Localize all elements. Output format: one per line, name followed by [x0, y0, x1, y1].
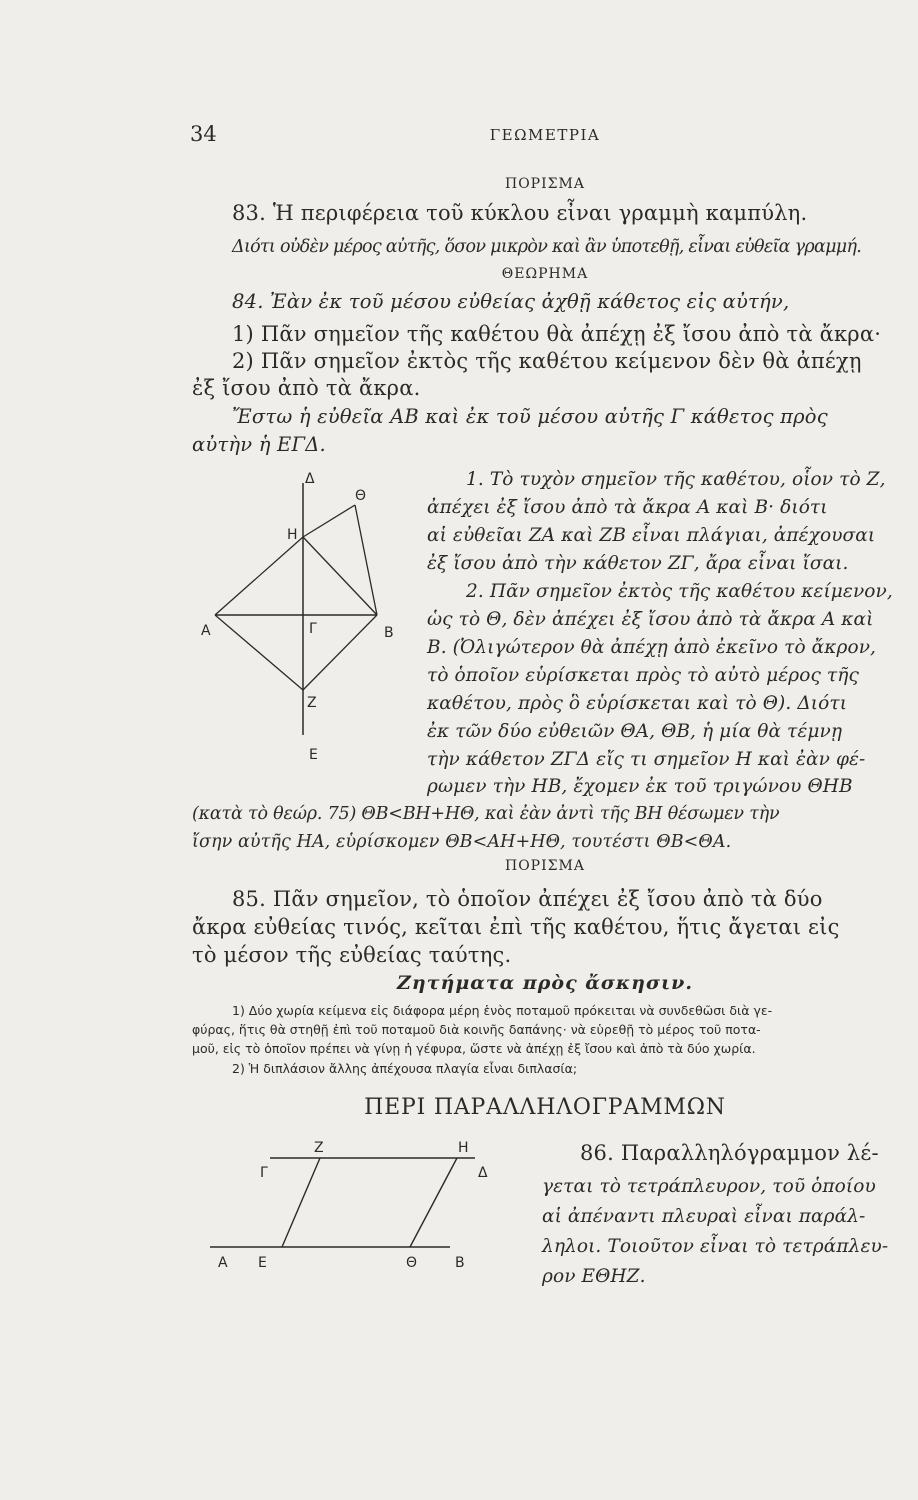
label-E: Ε	[258, 1255, 267, 1271]
label-B: Β	[384, 625, 394, 641]
label-B: Β	[455, 1255, 465, 1271]
text-line: 85. Πᾶν σημεῖον, τὸ ὁποῖον ἀπέχει ἐξ ἴσου ἀπὸ τὰ δύο	[232, 887, 823, 911]
text-line: ληλοι. Τοιοῦτον εἶναι τὸ τετράπλευ-	[542, 1236, 889, 1257]
running-title: ΓΕΩΜΕΤΡΙΑ	[489, 126, 601, 144]
label-Z: Ζ	[314, 1140, 324, 1156]
label-A: Α	[201, 623, 211, 639]
text-line: Β. (Ὀλιγώτερον θὰ ἀπέχῃ ἀπὸ ἐκεῖνο τὸ ἄκρον,	[427, 637, 877, 658]
label-H: Η	[287, 527, 298, 543]
text-line: 83. Ἡ περιφέρεια τοῦ κύκλου εἶναι γραμμὴ καμπύλη.	[232, 201, 808, 225]
text-line: τὸ μέσον τῆς εὐθείας ταύτης.	[192, 943, 512, 967]
theorem-heading: ΘΕΩΡΗΜΑ	[501, 266, 589, 282]
text-line: αἱ ἀπέναντι πλευραὶ εἶναι παράλ-	[542, 1206, 866, 1227]
text-line: (κατὰ τὸ θεώρ. 75) ΘΒ<ΒΗ+ΗΘ, καὶ ἐὰν ἀντὶ τῆς ΒΗ θέσωμεν τὴν	[192, 804, 780, 824]
label-H: Η	[458, 1140, 469, 1156]
line-ThH	[410, 1158, 457, 1247]
exercise-line: 2) Ἡ διπλάσιον ἄλλης ἀπέχουσα πλαγία εἶναι διπλασία;	[232, 1061, 578, 1076]
corollary-heading: ΠΟΡΙΣΜΑ	[505, 176, 585, 192]
line-AH	[215, 537, 303, 615]
text-line: ἄκρα εὐθείας τινός, κεῖται ἐπὶ τῆς καθέτου, ἥτις ἄγεται εἰς	[192, 915, 840, 939]
label-G: Γ	[260, 1165, 268, 1181]
label-D: Δ	[478, 1165, 488, 1181]
exercise-line: φύρας, ἥτις θὰ στηθῇ ἐπὶ τοῦ ποταμοῦ διὰ κοινῆς δαπάνης· νὰ εὑρεθῇ τὸ μέρος τοῦ ποτα-	[192, 1022, 761, 1037]
text-line: ἐξ ἴσου ἀπὸ τὰ ἄκρα.	[192, 376, 421, 400]
corollary-heading: ΠΟΡΙΣΜΑ	[505, 858, 585, 874]
line-HTh	[303, 505, 355, 537]
section-title: ΠΕΡΙ ΠΑΡΑΛΛΗΛΟΓΡΑΜΜΩΝ	[364, 1095, 726, 1120]
text-line: γεται τὸ τετράπλευρον, τοῦ ὁποίου	[542, 1176, 876, 1197]
text-line: 2) Πᾶν σημεῖον ἐκτὸς τῆς καθέτου κείμενον δὲν θὰ ἀπέχῃ	[232, 349, 862, 373]
text-line: 2. Πᾶν σημεῖον ἐκτὸς τῆς καθέτου κείμενον,	[466, 581, 893, 602]
label-Th: Θ	[406, 1255, 418, 1271]
line-AZ	[215, 615, 303, 690]
page-number: 34	[190, 122, 217, 146]
parallelogram-figure	[200, 1135, 500, 1290]
text-line: Ἔστω ἡ εὐθεῖα ΑΒ καὶ ἐκ τοῦ μέσου αὐτῆς Γ κάθετος πρὸς	[232, 405, 828, 428]
text-line: ἐξ ἴσου ἀπὸ τὴν κάθετον ΖΓ, ἄρα εἶναι ἴσαι.	[427, 553, 849, 574]
text-line: ἀπέχει ἐξ ἴσου ἀπὸ τὰ ἄκρα Α καὶ Β· διότι	[427, 497, 828, 518]
text-line: 1. Τὸ τυχὸν σημεῖον τῆς καθέτου, οἷον τὸ Ζ,	[466, 469, 886, 490]
text-line: Διότι οὐδὲν μέρος αὐτῆς, ὅσον μικρὸν καὶ ἂν ὑποτεθῇ, εἶναι εὐθεῖα γραμμή.	[232, 237, 862, 257]
exercise-line: 1) Δύο χωρία κείμενα εἰς διάφορα μέρη ἑνὸς ποταμοῦ πρόκειται νὰ συνδεθῶσι διὰ γε-	[232, 1003, 773, 1018]
line-HB	[303, 537, 377, 615]
label-A: Α	[218, 1255, 228, 1271]
text-line: ρωμεν τὴν ΗΒ, ἔχομεν ἐκ τοῦ τριγώνου ΘΗΒ	[427, 776, 853, 797]
line-ThB	[355, 505, 377, 615]
line-EZ	[282, 1158, 320, 1247]
label-G: Γ	[309, 621, 317, 637]
label-E: Ε	[309, 747, 318, 763]
text-line: ὡς τὸ Θ, δὲν ἀπέχει ἐξ ἴσου ἀπὸ τὰ ἄκρα Α καὶ	[427, 609, 874, 630]
text-line: τὸ ὁποῖον εὑρίσκεται πρὸς τὸ αὐτὸ μέρος τῆς	[427, 665, 859, 686]
text-line: τὴν κάθετον ΖΓΔ εἴς τι σημεῖον Η καὶ ἐὰν φέ-	[427, 749, 866, 770]
text-line: 86. Παραλληλόγραμμον λέ-	[580, 1141, 879, 1165]
exercise-line: μοῦ, εἰς τὸ ὁποῖον πρέπει νὰ γίνῃ ἡ γέφυρα, ὥστε νὰ ἀπέχῃ ἐξ ἴσου καὶ ἀπὸ τὰ δύο χωρία.	[192, 1041, 756, 1056]
label-D: Δ	[305, 471, 315, 487]
text-line: καθέτου, πρὸς ὃ εὑρίσκεται καὶ τὸ Θ). Διότι	[427, 693, 848, 714]
label-Th: Θ	[355, 488, 367, 504]
perpendicular-bisector-figure	[195, 465, 400, 765]
text-line: αἱ εὐθεῖαι ΖΑ καὶ ΖΒ εἶναι πλάγιαι, ἀπέχουσαι	[427, 525, 876, 546]
text-line: ρον ΕΘΗΖ.	[542, 1266, 646, 1287]
label-Z: Ζ	[307, 695, 317, 711]
exercises-heading: Ζητήματα πρὸς ἄσκησιν.	[397, 972, 693, 994]
page-header	[190, 122, 900, 152]
text-line: ἐκ τῶν δύο εὐθειῶν ΘΑ, ΘΒ, ἡ μία θὰ τέμνῃ	[427, 721, 843, 742]
text-line: 1) Πᾶν σημεῖον τῆς καθέτου θὰ ἀπέχῃ ἐξ ἴσου ἀπὸ τὰ ἄκρα·	[232, 322, 882, 346]
text-line: ἴσην αὐτῆς ΗΑ, εὑρίσκομεν ΘΒ<ΑΗ+ΗΘ, τουτέστι ΘΒ<ΘΑ.	[192, 832, 732, 852]
text-line: αὐτὴν ἡ ΕΓΔ.	[192, 433, 326, 456]
text-line: 84. Ἐὰν ἐκ τοῦ μέσου εὐθείας ἀχθῇ κάθετος εἰς αὐτήν,	[232, 290, 790, 313]
